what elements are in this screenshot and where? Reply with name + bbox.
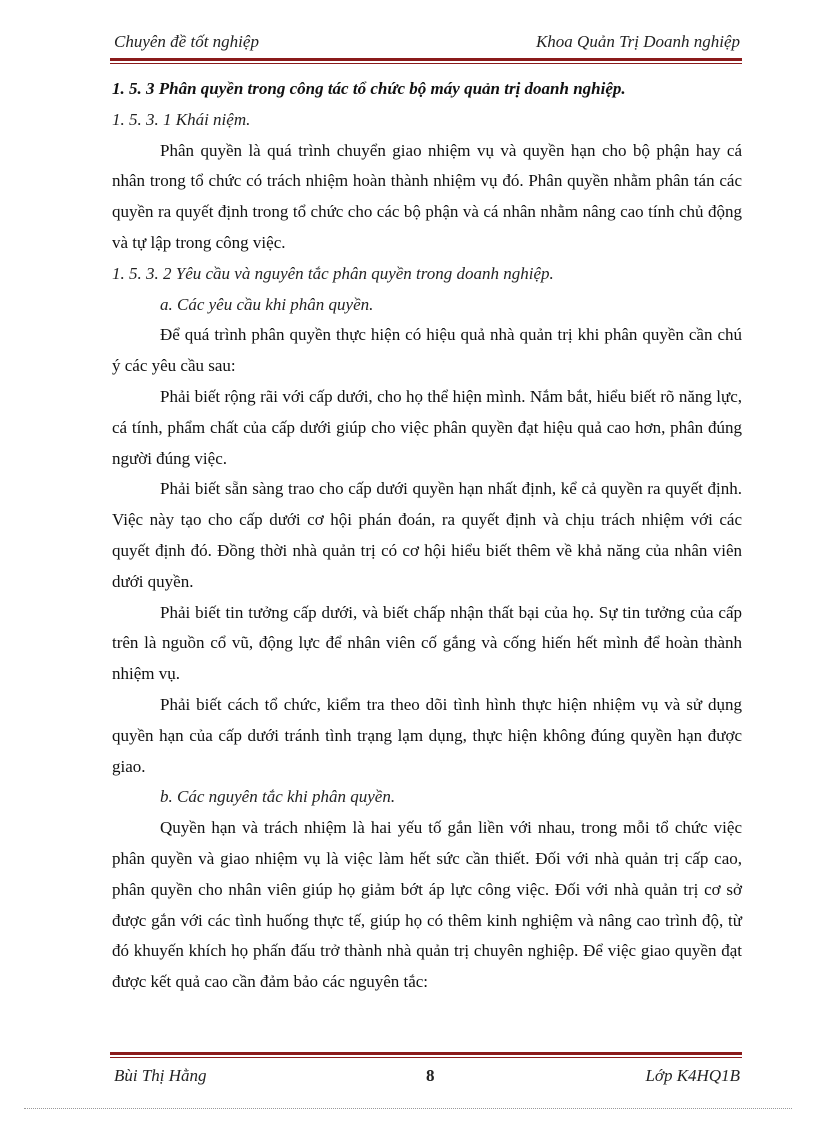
section-heading-1-5-3: 1. 5. 3 Phân quyền trong công tác tổ chức bộ máy quản trị doanh nghiệp. (112, 79, 626, 98)
section-heading-1-5-3-1: 1. 5. 3. 1 Khái niệm. (112, 109, 251, 129)
page-number: 8 (426, 1066, 435, 1085)
paragraph-definition: Phân quyền là quá trình chuyển giao nhiệm vụ và quyền hạn cho bộ phận hay cá nhân trong tổ chức có trách nhiệm hoàn thành nhiệm vụ đó. Phân quyền nhằm phân tán các quyền ra quyết định trong tổ chức cho các bộ phận và cá nhân nhằm nâng cao tính chủ động và tự lập trong công việc. (112, 140, 742, 252)
header-left-title: Chuyên đề tốt nghiệp (114, 32, 259, 51)
paragraph-requirement-2: Phải biết sẵn sàng trao cho cấp dưới quyền hạn nhất định, kể cả quyền ra quyết định. Việc này tạo cho cấp dưới cơ hội phán đoán, ra quyết định và chịu trách nhiệm với các quyết định đó. Đồng thời nhà quản trị có cơ hội hiểu biết thêm về khả năng của nhân viên dưới quyền. (112, 479, 742, 591)
paragraph-principles: Quyền hạn và trách nhiệm là hai yếu tố gắn liền với nhau, trong mỗi tổ chức việc phân quyền và giao nhiệm vụ là việc làm hết sức cần thiết. Đối với nhà quản trị cấp cao, phân quyền cho nhân viên giúp họ giảm bớt áp lực công việc. Đối với nhà quản trị cơ sở được gắn với các tình huống thực tế, giúp họ có thêm kinh nghiệm và nâng cao trình độ, từ đó khuyến khích họ phấn đấu trở thành nhà quản trị chuyên nghiệp. Để việc giao quyền đạt được kết quả cao cần đảm bảo các nguyên tắc: (112, 818, 742, 992)
section-heading-1-5-3-2: 1. 5. 3. 2 Yêu cầu và nguyên tắc phân quyền trong doanh nghiệp. (112, 263, 554, 283)
paragraph-requirement-4: Phải biết cách tổ chức, kiểm tra theo dõi tình hình thực hiện nhiệm vụ và sử dụng quyền hạn của cấp dưới tránh tình trạng lạm dụng, thực hiện không đúng quyền hạn được giao. (112, 694, 742, 776)
page-footer (114, 1066, 740, 1088)
page-bottom-divider (24, 1108, 792, 1109)
paragraph-requirement-3: Phải biết tin tưởng cấp dưới, và biết chấp nhận thất bại của họ. Sự tin tưởng của cấp trên là nguồn cổ vũ, động lực để nhân viên cố gắng và cống hiến hết mình để hoàn thành nhiệm vụ. (112, 602, 742, 684)
subheading-principles: b. Các nguyên tắc khi phân quyền. (160, 787, 396, 807)
subheading-requirements: a. Các yêu cầu khi phân quyền. (160, 294, 374, 314)
paragraph-requirements-intro: Để quá trình phân quyền thực hiện có hiệu quả nhà quản trị khi phân quyền cần chú ý các yêu cầu sau: (112, 325, 742, 376)
header-rule (110, 58, 742, 64)
footer-rule (110, 1052, 742, 1058)
page-header (114, 32, 740, 54)
header-right-title: Khoa Quản Trị Doanh nghiệp (535, 32, 740, 51)
document-body (112, 74, 742, 998)
footer-class: Lớp K4HQ1B (645, 1066, 740, 1085)
footer-author: Bùi Thị Hằng (114, 1066, 207, 1085)
paragraph-requirement-1: Phải biết rộng rãi với cấp dưới, cho họ thể hiện mình. Nắm bắt, hiểu biết rõ năng lực, cá tính, phẩm chất của cấp dưới giúp cho việc phân quyền đạt hiệu quả cao hơn, phân đúng người đúng việc. (112, 386, 742, 468)
